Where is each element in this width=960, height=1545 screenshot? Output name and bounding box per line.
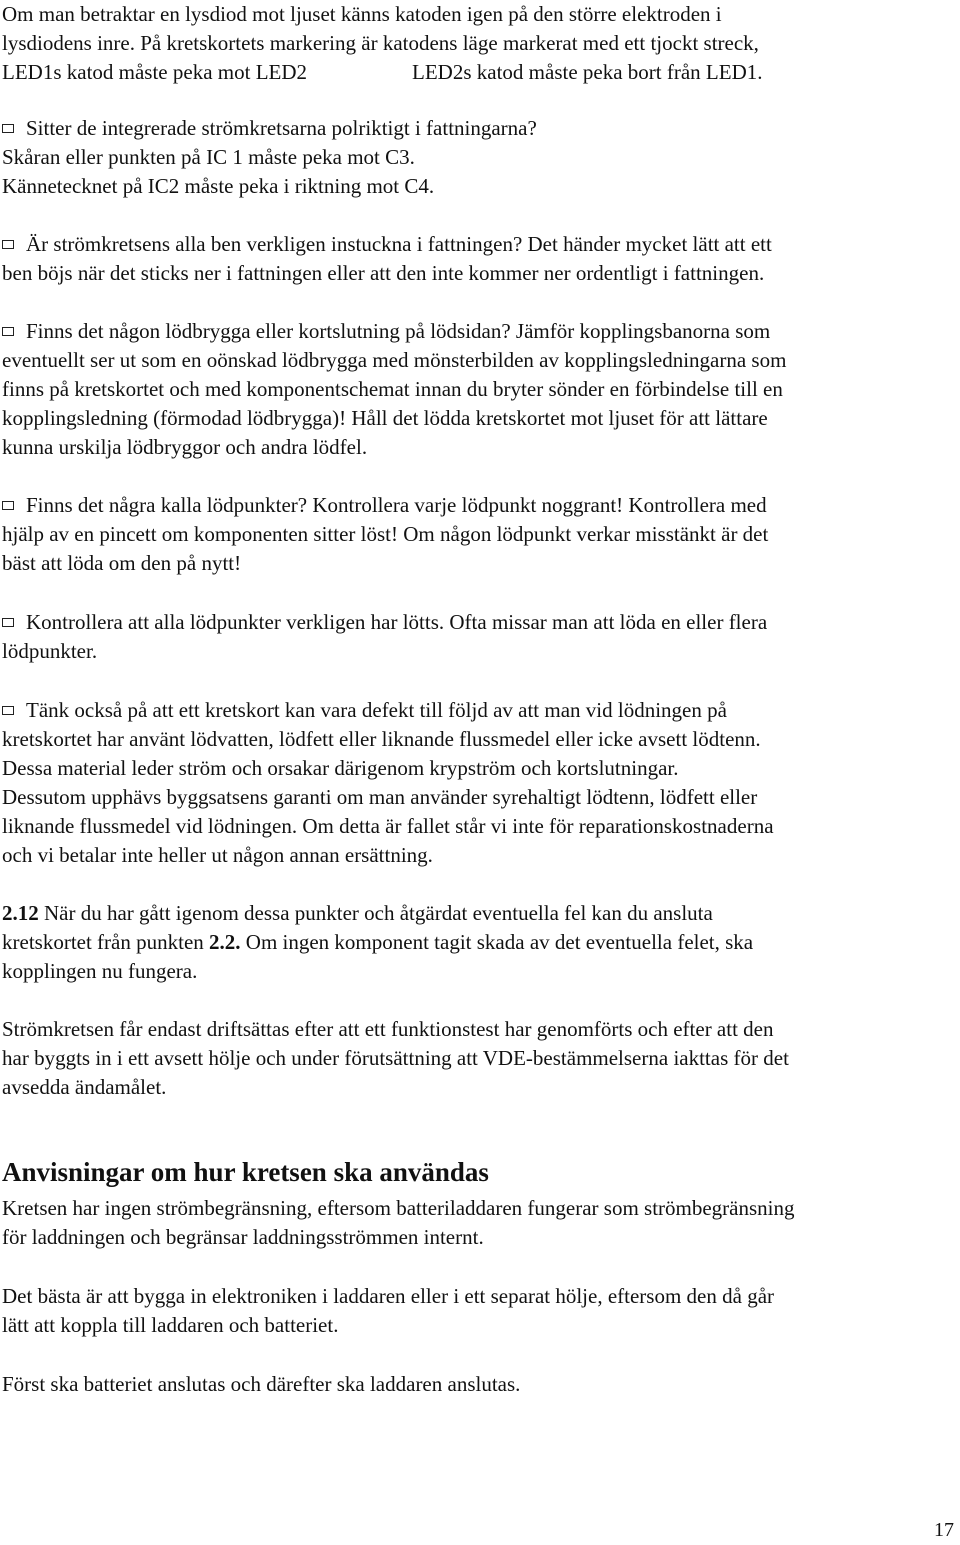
check-flux-line-5: liknande flussmedel vid lödningen. Om detta är fallet står vi inte för reparationskostnaderna [2,814,774,838]
usage-paragraph-2-line-2: lätt att koppla till laddaren och batteriet. [2,1313,339,1337]
check-bridge-question: Finns det någon lödbrygga eller kortslutning på lödsidan? Jämför kopplingsbanorna som [26,319,771,343]
usage-paragraph-2-line-1: Det bästa är att bygga in elektroniken i laddaren eller i ett separat hölje, eftersom den då går [2,1284,775,1308]
step-number: 2.12 [2,901,39,925]
led1-cathode-text: LED1s katod måste peka mot LED2 [2,60,308,84]
check-bridge-line-1 [2,317,770,346]
checkbox-icon [2,706,14,715]
check-flux-text: Tänk också på att ett kretskort kan vara defekt till följd av att man vid lödningen på [26,698,727,722]
intro-line-1: Om man betraktar en lysdiod mot ljuset känns katoden igen på den större elektroden i [2,2,722,26]
check-bridge-line-4: kopplingsledning (förmodad lödbrygga)! Håll det lödda kretskortet mot ljuset för att lättare [2,406,768,430]
check-ic-line-3: Kännetecknet på IC2 måste peka i riktning mot C4. [2,174,435,198]
check-flux-line-4: Dessutom upphävs byggsatsens garanti om man använder syrehaltigt lödtenn, lödfett eller [2,785,758,809]
check-bridge-line-2: eventuellt ser ut som en oönskad lödbrygga med mönsterbilden av kopplingsledningarna som [2,348,787,372]
usage-paragraph-1-line-1: Kretsen har ingen strömbegränsning, eftersom batteriladdaren fungerar som strömbegränsning [2,1196,795,1220]
check-cold-question: Finns det några kalla lödpunkter? Kontrollera varje lödpunkt noggrant! Kontrollera med [26,493,767,517]
step-212-before-ref: kretskortet från punkten [2,930,210,954]
check-all-soldered-text: Kontrollera att alla lödpunkter verkligen har lötts. Ofta missar man att löda en eller flera [26,610,768,634]
operation-line-2: har byggts in i ett avsett hölje och under förutsättning att VDE-bestämmelserna iakttas för det [2,1046,789,1070]
usage-heading: Anvisningar om hur kretsen ska användas [2,1157,489,1188]
step-212-line-2 [2,928,753,957]
operation-line-1: Strömkretsen får endast driftsättas efter att ett funktionstest har genomförts och efter att den [2,1017,774,1041]
checkbox-icon [2,618,14,627]
checkbox-icon [2,124,14,133]
operation-line-3: avsedda ändamålet. [2,1075,167,1099]
check-cold-line-2: hjälp av en pincett om komponenten sitter löst! Om någon lödpunkt verkar misstänkt är det [2,522,769,546]
usage-paragraph-3: Först ska batteriet anslutas och därefter ska laddaren anslutas. [2,1372,521,1396]
intro-line-3 [2,58,763,87]
check-bridge-line-5: kunna urskilja lödbryggor och andra lödfel. [2,435,368,459]
intro-line-2: lysdiodens inre. På kretskortets markering är katodens läge markerat med ett tjockt streck, [2,31,759,55]
check-cold-line-1 [2,491,767,520]
check-flux-line-3: Dessa material leder ström och orsakar därigenom krypström och kortslutningar. [2,756,679,780]
step-reference: 2.2. [209,930,241,954]
check-ic-question: Sitter de integrerade strömkretsarna polriktigt i fattningarna? [26,116,537,140]
check-cold-line-3: bäst att löda om den på nytt! [2,551,242,575]
check-ic-line-2: Skåran eller punkten på IC 1 måste peka mot C3. [2,145,415,169]
checkbox-icon [2,501,14,510]
checkbox-icon [2,240,14,249]
check-pins-question: Är strömkretsens alla ben verkligen instuckna i fattningen? Det händer mycket lätt att ett [26,232,772,256]
check-flux-line-2: kretskortet har använt lödvatten, lödfett eller liknande flussmedel eller icke avsett lödtenn. [2,727,761,751]
check-pins-line-1 [2,230,772,259]
step-212-line-3: kopplingen nu fungera. [2,959,198,983]
check-all-soldered-line-2: lödpunkter. [2,639,98,663]
page-number: 17 [934,1519,954,1541]
usage-paragraph-1-line-2: för laddningen och begränsar laddningsströmmen internt. [2,1225,484,1249]
led2-cathode-text: LED2s katod måste peka bort från LED1. [412,60,763,84]
step-212-text: När du har gått igenom dessa punkter och åtgärdat eventuella fel kan du ansluta [38,901,713,925]
check-flux-line-6: och vi betalar inte heller ut någon annan ersättning. [2,843,433,867]
check-flux-line-1 [2,696,727,725]
step-212-after-ref: Om ingen komponent tagit skada av det eventuella felet, ska [240,930,754,954]
check-ic-line-1 [2,114,537,143]
step-212-line-1 [2,899,713,928]
check-pins-line-2: ben böjs när det sticks ner i fattningen eller att den inte kommer ner ordentligt i fattningen. [2,261,765,285]
check-all-soldered-line-1 [2,608,767,637]
checkbox-icon [2,327,14,336]
check-bridge-line-3: finns på kretskortet och med komponentschemat innan du bryter sönder en förbindelse till en [2,377,783,401]
